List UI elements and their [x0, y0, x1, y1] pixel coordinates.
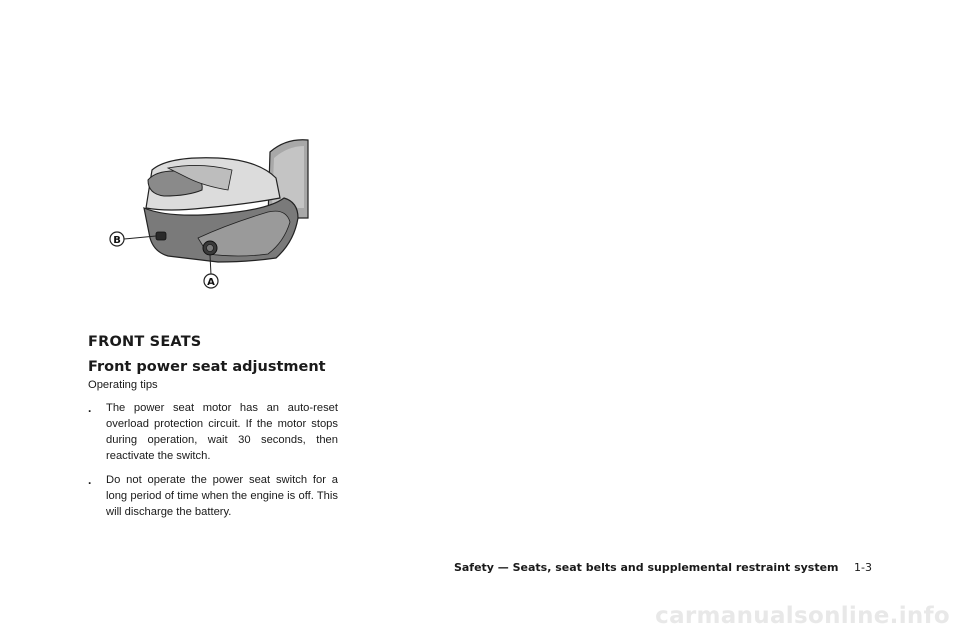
operating-tips-list	[88, 400, 338, 528]
list-item	[88, 472, 338, 520]
seat-illustration	[108, 138, 318, 290]
bullet-text: Do not operate the power seat switch for a long period of time when the engine is off. This will discharge the battery.	[106, 474, 338, 518]
section-heading: FRONT SEATS	[88, 334, 202, 350]
bullet-text: The power seat motor has an auto-reset overload protection circuit. If the motor stops during operation, wait 30 seconds, then reactivate the switch.	[106, 402, 338, 462]
switch-a-knob	[207, 245, 214, 252]
list-item	[88, 400, 338, 464]
page-footer	[454, 561, 872, 574]
power-seat-diagram	[108, 138, 318, 290]
callout-b-label: B	[113, 235, 121, 246]
bullet-marker: .	[88, 401, 92, 415]
intro-text: Operating tips	[88, 379, 158, 391]
footer-section-title: Safety — Seats, seat belts and supplemental restraint system	[453, 561, 839, 574]
watermark: carmanualsonline.info	[655, 603, 950, 629]
switch-b	[156, 232, 166, 240]
page-number: 1-3	[854, 561, 872, 574]
callout-a-label: A	[207, 277, 215, 288]
sub-heading: Front power seat adjustment	[88, 359, 326, 375]
bullet-marker: .	[88, 473, 92, 487]
